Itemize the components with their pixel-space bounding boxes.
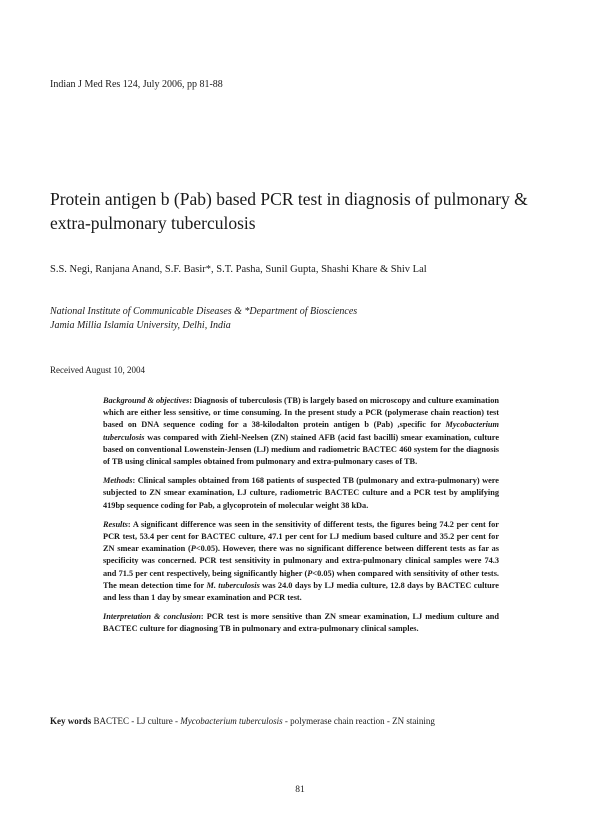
p-symbol: P (190, 544, 196, 554)
abstract-methods: Methods: Clinical samples obtained from 168 patients of suspected TB (pulmonary and extra-pulmonary) were subjected to ZN smear examination, LJ culture, radiometric BACTEC culture and a PCR test by amplifying 419bp sequence coding for Pab, a glycoprotein of molecular weight 38 kDa. (103, 476, 499, 510)
section-text: Clinical samples obtained from 168 patients of suspected TB (pulmonary and extra-pulmonary) were subjected to ZN smear examination, LJ culture, radiometric BACTEC culture and a PCR test by amplifying 419bp sequence coding for Pab, a glycoprotein of molecular weight 38 kDa. (103, 476, 499, 510)
p-symbol: P (307, 568, 313, 578)
organism-name: Mycobacterium tuberculosis (103, 420, 499, 442)
abstract (103, 395, 499, 643)
paper-title: Protein antigen b (Pab) based PCR test in diagnosis of pulmonary & extra-pulmonary tuberculosis (50, 189, 528, 233)
keywords-text: BACTEC - LJ culture - (93, 716, 181, 726)
abstract-conclusion: Interpretation & conclusion: PCR test is more sensitive than ZN smear examination, LJ medium culture and BACTEC culture for diagnosing TB in pulmonary and extra-pulmonary clinical samples. (103, 612, 499, 634)
keywords (50, 716, 435, 726)
affiliation (50, 305, 357, 332)
affiliation-line: Jamia Millia Islamia University, Delhi, India (50, 319, 231, 331)
section-label: Interpretation & conclusion (103, 612, 201, 622)
section-text: <0.05). However, there was no significant difference between different tests as far as specificity was concerned. PCR test sensitivity in pulmonary and extra-pulmonary clinical samples were 74.3 and 71.5 per cent respectively, being significantly higher ( (103, 544, 499, 578)
abstract-results: Results: A significant difference was seen in the sensitivity of different tests, the figures being 74.2 per cent for PCR test, 53.4 per cent for BACTEC culture, 47.1 per cent for LJ medium based culture and 35.2 per cent for ZN smear examination (P<0.05). However, there was no significant difference between different tests as far as specificity was concerned. PCR test sensitivity in pulmonary and extra-pulmonary clinical samples were 74.3 and 71.5 per cent respectively, being significantly higher (P<0.05) when compared with sensitivity of other tests. The mean detection time for M. tuberculosis was 24.0 days by LJ media culture, 12.8 days by BACTEC culture and less than 1 day by smear examination and PCR test. (103, 519, 499, 603)
received-date: Received August 10, 2004 (50, 365, 145, 375)
journal-citation: Indian J Med Res 124, July 2006, pp 81-88 (50, 79, 223, 90)
section-text: was 24.0 days by LJ media culture, 12.8 days by BACTEC culture and less than 1 day by smear examination and PCR test. (103, 580, 499, 603)
section-text: PCR test is more sensitive than ZN smear examination, LJ medium culture and BACTEC culture for diagnosing TB in pulmonary and extra-pulmonary clinical samples. (103, 612, 499, 634)
affiliation-line: National Institute of Communicable Diseases & *Department of Biosciences (50, 306, 358, 317)
section-text: <0.05) when compared with sensitivity of other tests. The mean detection time for (103, 568, 499, 590)
author-list: S.S. Negi, Ranjana Anand, S.F. Basir*, S.T. Pasha, Sunil Gupta, Shashi Khare & Shiv Lal (50, 264, 427, 275)
section-text: was compared with Ziehl-Neelsen (ZN) stained AFB (acid fast bacilli) smear examination, culture based on conventional Lowenstein-Jensen (LJ) medium and radiometric BACTEC 460 system for the diagnosis of TB using clinical samples obtained from pulmonary and extra-pulmonary cases of TB. (103, 432, 499, 467)
section-text: Diagnosis of tuberculosis (TB) is largely based on microscopy and culture examination which are either less sensitive, or time consuming. In the present study a PCR (polymerase chain reaction) test based on DNA sequence coding for a 38-kilodalton protein antigen b (Pab) ,specific for (103, 396, 499, 430)
page-number: 81 (295, 785, 305, 795)
section-label: Methods (103, 476, 133, 486)
section-label: Background & objectives (103, 396, 190, 405)
organism-name: Mycobacterium tuberculosis (180, 716, 283, 726)
organism-name: M. tuberculosis (206, 580, 260, 590)
section-text: A significant difference was seen in the sensitivity of different tests, the figures being 74.2 per cent for PCR test, 53.4 per cent for BACTEC culture, 47.1 per cent for LJ medium based culture and 35.2 per cent for ZN smear examination ( (103, 519, 499, 554)
abstract-background: Background & objectives: Diagnosis of tuberculosis (TB) is largely based on microscopy and culture examination which are either less sensitive, or time consuming. In the present study a PCR (polymerase chain reaction) test based on DNA sequence coding for a 38-kilodalton protein antigen b (Pab) ,specific for Mycobacterium tuberculosis was compared with Ziehl-Neelsen (ZN) stained AFB (acid fast bacilli) smear examination, culture based on conventional Lowenstein-Jensen (LJ) medium and radiometric BACTEC 460 system for the diagnosis of TB using clinical samples obtained from pulmonary and extra-pulmonary cases of TB. (103, 396, 499, 467)
keywords-label: Key words (50, 716, 92, 726)
section-label: Results (103, 519, 128, 529)
keywords-text: - polymerase chain reaction - ZN staining (282, 716, 435, 726)
